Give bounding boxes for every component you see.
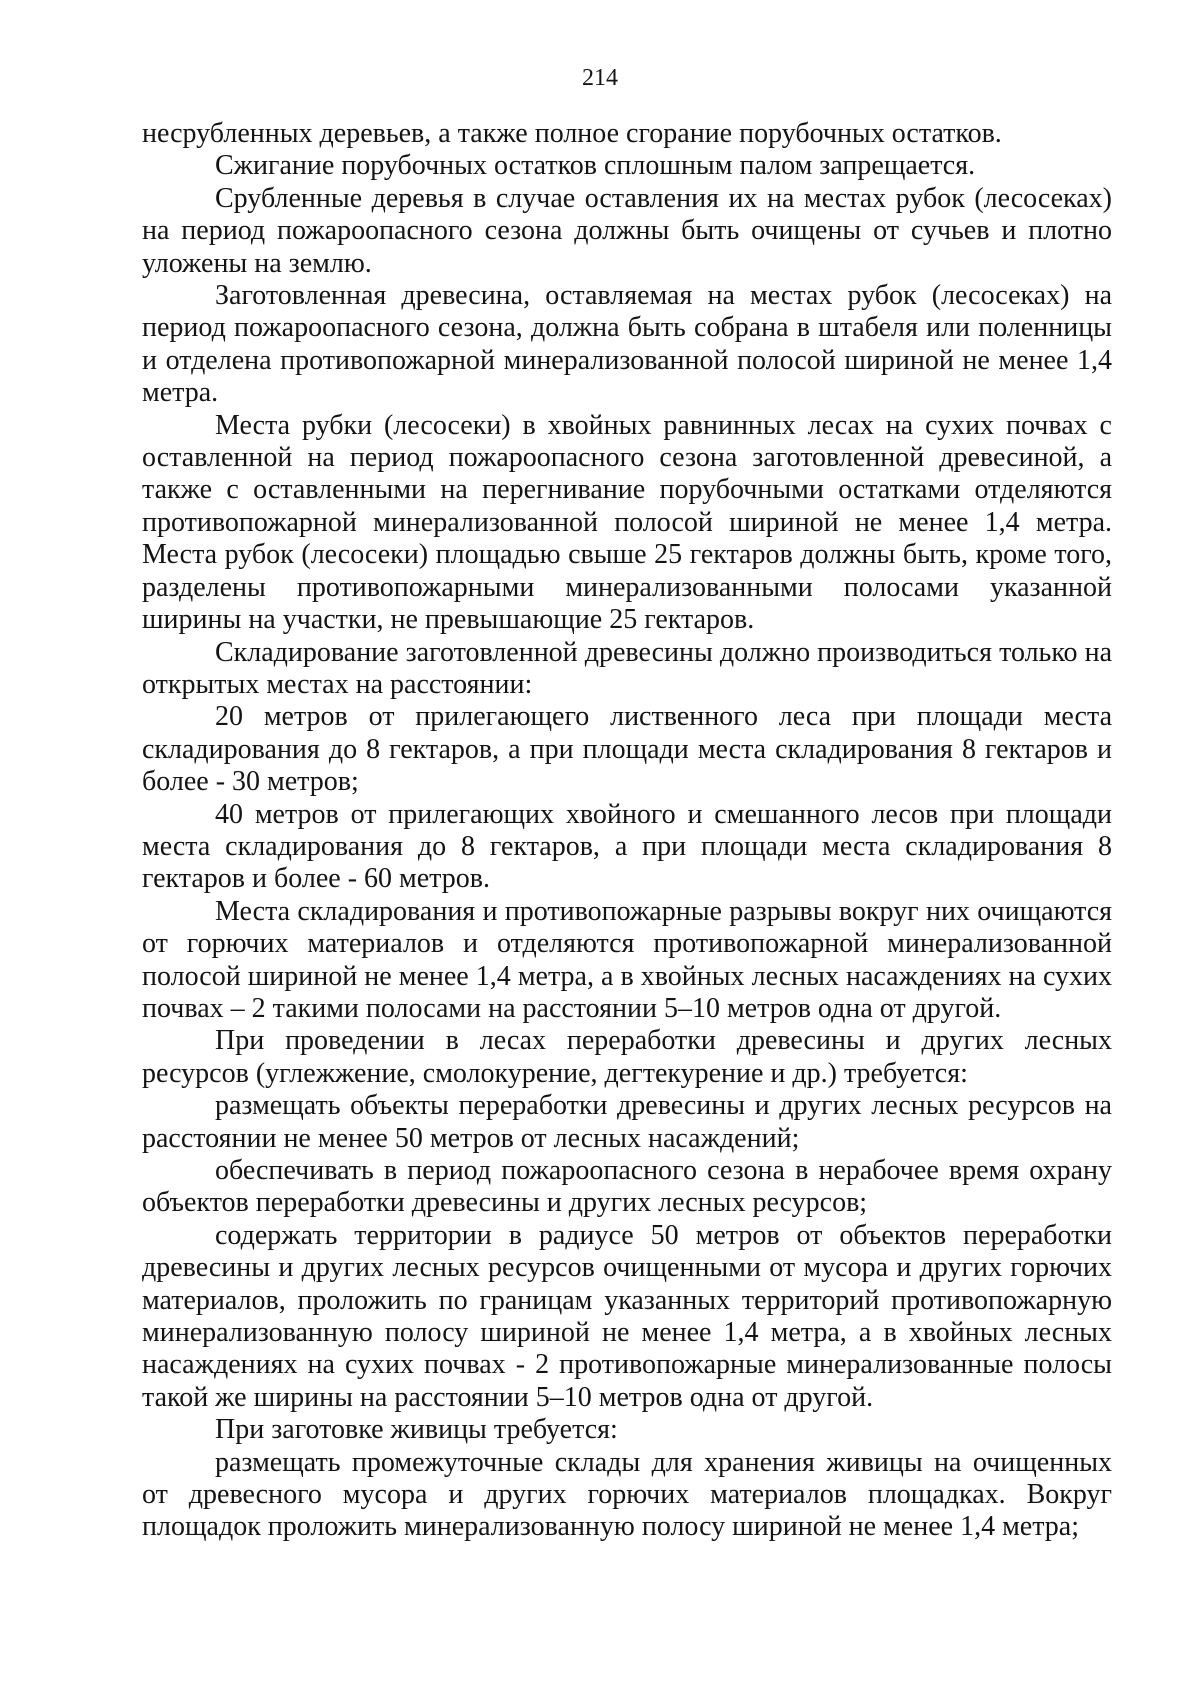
paragraph: 40 метров от прилегающих хвойного и смешанного лесов при площади места складирования до 8 гектаров, а при площади места складирования 8 гектаров и более - 60 метров. bbox=[142, 798, 1112, 895]
paragraph: При проведении в лесах переработки древесины и других лесных ресурсов (углежжение, смолокурение, дегтекурение и др.) требуется: bbox=[142, 1025, 1112, 1089]
paragraph: Заготовленная древесина, оставляемая на местах рубок (лесосеках) на период пожароопасного сезона, должна быть собрана в штабеля или поленницы и отделена противопожарной минерализованной полосой шириной не менее 1,4 метра. bbox=[142, 280, 1112, 409]
paragraph: Складирование заготовленной древесины должно производиться только на открытых местах на расстоянии: bbox=[142, 636, 1112, 700]
paragraph: размещать объекты переработки древесины и других лесных ресурсов на расстоянии не менее 50 метров от лесных насаждений; bbox=[142, 1090, 1112, 1154]
paragraph: Сжигание порубочных остатков сплошным палом запрещается. bbox=[215, 150, 976, 182]
paragraph: несрубленных деревьев, а также полное сгорание порубочных остатков. bbox=[142, 118, 1002, 149]
page-number: 214 bbox=[582, 65, 618, 91]
paragraph: размещать промежуточные склады для хранения живицы на очищенных от древесного мусора и других горючих материалов площадках. Вокруг площадок проложить минерализованную полосу шириной не менее 1,4 метра; bbox=[142, 1446, 1112, 1543]
paragraph: При заготовке живицы требуется: bbox=[215, 1414, 618, 1446]
paragraph: содержать территории в радиусе 50 метров от объектов переработки древесины и других лесных ресурсов очищенными от мусора и других горючих материалов, проложить по границам указанных территорий противопожарную минерализованную полосу шириной не менее 1,4 метра, а в хвойных лесных насаждениях на сухих почвах - 2 противопожарные минерализованные полосы такой же ширины на расстоянии 5–10 метров одна от другой. bbox=[142, 1219, 1112, 1413]
paragraph: Места рубки (лесосеки) в хвойных равнинных лесах на сухих почвах с оставленной на период пожароопасного сезона заготовленной древесиной, а также с оставленными на перегнивание порубочными остатками отделяются противопожарной минерализованной полосой шириной не менее 1,4 метра. Места рубок (лесосеки) площадью свыше 25 гектаров должны быть, кроме того, разделены противопожарными минерализованными полосами указанной ширины на участки, не превышающие 25 гектаров. bbox=[142, 409, 1112, 636]
paragraph: Срубленные деревья в случае оставления их на местах рубок (лесосеках) на период пожароопасного сезона должны быть очищены от сучьев и плотно уложены на землю. bbox=[142, 182, 1112, 279]
paragraph: обеспечивать в период пожароопасного сезона в нерабочее время охрану объектов переработки древесины и других лесных ресурсов; bbox=[142, 1155, 1112, 1219]
paragraph: Места складирования и противопожарные разрывы вокруг них очищаются от горючих материалов и отделяются противопожарной минерализованной полосой шириной не менее 1,4 метра, а в хвойных лесных насаждениях на сухих почвах – 2 такими полосами на расстоянии 5–10 метров одна от другой. bbox=[142, 895, 1112, 1024]
paragraph: 20 метров от прилегающего лиственного леса при площади места складирования до 8 гектаров, а при площади места складирования 8 гектаров и более - 30 метров; bbox=[142, 701, 1112, 798]
document-body bbox=[142, 118, 1112, 1544]
